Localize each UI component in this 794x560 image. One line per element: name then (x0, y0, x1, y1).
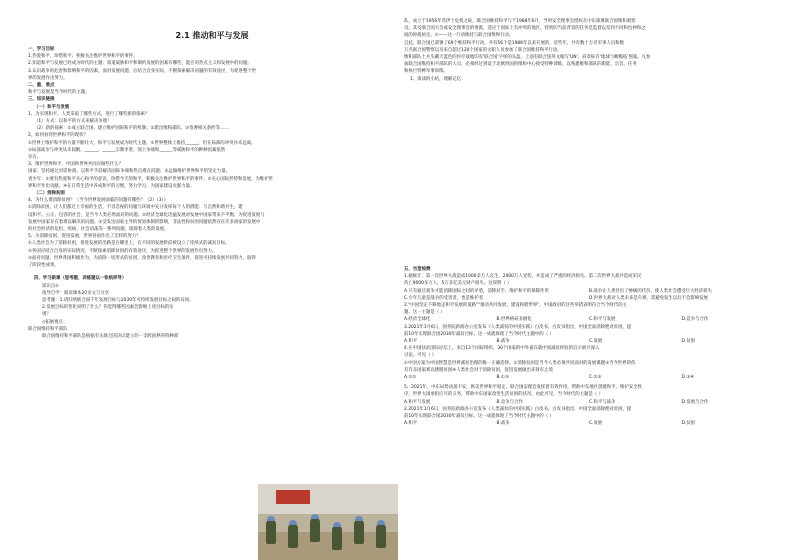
q3-option: B.战争 (496, 339, 510, 345)
q3-option: D.贫困 (681, 339, 696, 345)
q1-option: A.只有通过战争才能消除国际之间的矛盾，消除对手，维护和平的保障作用 (404, 288, 549, 294)
q6-option: B.战争 (496, 421, 510, 427)
left-body-line: 发展中国家存在着难以解决的问题。③受发达国家主导的贸易体制的影响，非法性和贫困问题依然存在许多国家的发展中 (28, 219, 261, 225)
quiz-q4-line: 4.在中国扶贫国际论坛上，来自13个国际组织、30个国家的中外嘉宾就中国减贫经验的启示展开深入 (404, 346, 600, 352)
quiz-q5-line: 序，世界大国承担应尽的义务，帮助中东国家改变生活贫困的状况，由此可见，当今时代的主题是（ ） (404, 392, 603, 398)
q4-options (404, 374, 774, 381)
q3-option: A.和平 (404, 339, 418, 345)
left-body-line: 3、维护世界和平，中国和世界共同应做些什么？ (28, 162, 123, 168)
left-body-line: ②各国应结合自身的实际情况，不断探索消除贫困的有效途径，为促进整个世界的发展作出努力。 (28, 248, 217, 254)
left-body-line: 界和平作出贡献。④在日常生活中养成和平的习惯，努力学习，为国家建设贡献力量。 (28, 183, 195, 189)
q4-option: C.②③ (589, 375, 602, 381)
left-body-line: 青少年：①要有热爱和平关心和平的意识，珍惜今天的和平，积极关注维护世界和平的事件；②关心国际形势和发展，为维护世 (28, 176, 273, 182)
left-body-line: （一）和平与发展 (34, 104, 70, 110)
peacekeeping-continued-text (404, 18, 774, 83)
q5-option: C.和平与战争 (589, 399, 616, 405)
peacekeeping-line: 维和部队士兵头戴天蓝色的医疗战地印有'联合国'字样的头盔，上面有联合国英文缩写'UN'，肩章标有'地球与橄榄枝'图案。凡参 (404, 55, 651, 61)
quiz-q4-line: ①中国方案为中国智慧是世界减贫治理的唯一正确选择。②消除贫困是当今人类必须共同面对的发展课题③当今世界的伤 (404, 360, 636, 366)
quiz-q6-line: 前10年实现联合国2030年减贫目标，这一成就体现了当今时代主题中的（ ） (404, 414, 554, 420)
left-body-line: 界的发展作出努力。 (28, 75, 68, 81)
quiz-q1-q2-text (404, 273, 774, 316)
q5-option: B.竞争与合作 (496, 399, 523, 405)
red-banner-shape (276, 490, 310, 504)
quiz-q3-line: 3.2021年1月6日，国务院新闻办公室发布《人类减贫的中国实践》白皮书，白皮书指出，中国全面消除绝对贫困，提 (404, 324, 632, 330)
quiz-q1-q2-line: 1.据统计，第一次世界大战造成1000多万人丧生，2000万人受伤，并造成了严重的经济损失。第二次世界大战共造成军民 (404, 274, 642, 280)
left-body-line: （2）新的探索：①成立联合国，建立维护国际和平的机制；②派出维和部队；③签署相关条约等…… (34, 126, 229, 132)
section-5-heading: 五、当堂检测 (404, 267, 431, 272)
left-column (28, 30, 396, 340)
q1-option: C.少年儿童是战争的受害者，也是维护者 (404, 295, 484, 301)
quiz-q1-q2-line: 2."中国坚定不移地走和平发展的道路""推动共同发展、建设和谐世界"，中国政府的这些举措表明符合当今时代的主 (404, 303, 628, 309)
section-4-heading: 四、学习新课（思考题、训练题以一张纸样导） (34, 276, 127, 282)
q4-option: A.①② (404, 375, 417, 381)
think-question-3: 现？ (42, 312, 51, 318)
peacekeeping-line: 万名联合国警察以及来自超过120个国家的文职人员参加了联合国维持和平行动。 (404, 47, 562, 53)
q2-option: B.世界格局多极化 (496, 317, 532, 323)
q6-option: A.和平 (404, 421, 418, 427)
think-question-1: 思考题：1.请归纳联合国千年发展目标与2030年可持续发展目标之间的异同。 (42, 297, 194, 303)
quiz-q3-line: 前10年实现联合国2030年减贫目标，这一成就体现了当今时代主题中的（ ） (404, 331, 554, 337)
left-body-line: 三、知识链接 (28, 97, 55, 103)
left-body-line: ①人类社会为了消除贫困，促进发展的出路是在哪里上，在不同的发展阶段被设立了连续式的减贫目标。 (28, 241, 230, 247)
left-body-line: 国家：坚持通过对话协商、以和平手段解决国际争端和热点难点问题；永远做维护世界和平的坚定力量。 (28, 169, 230, 175)
quiz-q5-text (404, 384, 774, 398)
left-body-line: 的社会经济的危机、疾病、社会动荡等一系列问题，阻碍着人类的发展。 (28, 227, 169, 233)
quiz-q3-text (404, 324, 774, 338)
left-body-line: ③面对问题，世界各国积极作为，为消除一切形式的贫困，改善教育和医疗卫生条件，促进可持续发展共同努力，取得 (28, 255, 256, 261)
extend-view-label: ◇拓展视点： (42, 319, 68, 325)
document-title: 2.1 推动和平与发展 (175, 31, 249, 40)
left-body-line: ③局部战争与冲突从未间断。______、______宗教矛盾、领土争端和______等威胁和平的种种因素依然 (28, 147, 226, 153)
left-body-line: 了阶段性成果。 (28, 263, 59, 269)
peacekeeping-line: 加联合国维持和平部队的人员，必须经过到设于北欧四国的维和中心接受特种训练，以熟悉维和部队的职能、宗旨、任务 (404, 62, 637, 68)
left-body-line: （1）方式：以和平的方式来解决争端！ (34, 119, 112, 125)
quiz-q4-line: 讨论。可见（ ） (404, 353, 437, 359)
left-body-text (28, 46, 396, 269)
peacekeeping-text: 联合国维持和平部队是根据有关联合国决议建立的一支跨国界的特种部 (42, 333, 179, 339)
q6-option: C.发展 (589, 421, 603, 427)
left-body-line: 3.认识战争的危害和影响和平的因素，面对发展问题，应结合自身实际，不断探索解决问题的有效途径，为促进整个世 (28, 68, 257, 74)
left-body-line: ①世界上维护和平的力量不断壮大，和平与发展成为时代主题，②世界整体上推持______，但在局部的冲突并未远离。 (28, 140, 256, 146)
peacekeeping-heading: 联合国维持和平部队 (28, 326, 68, 332)
left-body-line: ①消除贫困，让人们都过上幸福的生活，不容忽视的问题与环境中充分发挥每个人的潜能：与自然和谐共生，建 (28, 205, 243, 211)
peacekeeping-line: 间的停战协定。①——这一行动维持与联合国维和行动。 (404, 33, 514, 39)
peacekeeping-line: 1、谈谈的小结，理解记忆： (410, 76, 466, 82)
right-column (404, 18, 774, 83)
quiz-q6-text (404, 406, 774, 420)
left-body-line: 5、为消除贫困、促进发展，世界各国作出了怎样的努力？ (28, 234, 141, 240)
q1-option: D.世界大战对人类未来是灾难，需避免发生以后不会影响发展 (589, 295, 708, 301)
quiz-q4-line: 有许多国家难以摆脱贫困④人类社会对于消除贫困，促进发展做出来效有止境 (404, 367, 553, 373)
q2-option: A.经济全球化 (404, 317, 431, 323)
peacekeeping-line: 自此，联合国已部署了69个维持和平行动，共有56个是1988年以来开展的，近些年，共有数十万名军事人员和数 (404, 40, 624, 46)
quiz-section (404, 266, 774, 427)
quiz-q1-q2-line: 题。这一主题是（ ） (404, 310, 445, 316)
left-body-line: 1.热爱和平，珍惜和平；积极关注维护世界和平的事件。 (28, 54, 138, 60)
quiz-q1-q2-line: 伤亡9000多万人，5万多亿美元财产损失。这说明（ ） (404, 281, 512, 287)
think-question-2: 2.发展目标的变化说明了什么？你觉得哪些因素会影响上述目标的实 (42, 305, 174, 311)
quiz-q5-line: 5、2021年，中东局势动荡不安，欧美世界和平稳定。联合国安理会发挥着有效作用，帮助中东地区创建和平、维护安全秩 (404, 385, 642, 391)
left-body-line: 4、为什么要消除贫困？（当今世界发展面临的问题有哪些？（2）（3）） (28, 198, 169, 204)
quiz-q4-text (404, 345, 774, 374)
q6-options (404, 420, 774, 427)
q3-option: C.发展 (589, 339, 603, 345)
note-blank-area (404, 140, 774, 264)
knowledge-point-label: 知识点① (42, 283, 60, 289)
q3-options (404, 338, 774, 345)
self-study-guide: 指导自学：阅读课本20页文与分享 (42, 290, 110, 296)
q6-option: D.贫困 (681, 421, 696, 427)
left-body-line: 1、为实现和平，人类采取了哪些方式，进行了哪些新的探索？ (28, 111, 150, 117)
left-body-line: 2、如何看待世界和平的现状？ (28, 133, 88, 139)
left-body-line: 设和平、公正、包容的社会，是当今人类必然面对的问题。②经济全球化迅猛发展对发展中国家带来不平衡，为促进发展与 (28, 212, 265, 218)
left-body-line: 和平与发展是当今时代的主题。 (28, 90, 90, 96)
left-body-line: 2.知道和平与发展已经成为时代的主题；知道威胁和平和制约发展的因素有哪些，能应对热点主义和发展中的问题。 (28, 61, 252, 67)
q5-option: D.发展与合作 (681, 399, 709, 405)
left-body-line: 二、重、难点 (28, 83, 55, 89)
q4-option: D.③④ (681, 375, 695, 381)
q4-option: B.①③ (496, 375, 509, 381)
q5-option: A.和平与发展 (404, 399, 431, 405)
left-body-line: 存在。 (28, 155, 42, 161)
peacekeepers-photo (258, 484, 398, 560)
left-body-line: （二）消除贫困 (34, 191, 65, 197)
peacekeeping-line: 队，成立于1956年苏伊士危机之际，联合国维持和平与于1988年6月，当时安全理事会授权在中东部署联合国维和观察 (404, 19, 636, 24)
q2-option: C.和平与发展 (589, 317, 616, 323)
q2-options (404, 316, 774, 323)
q1-option-row (404, 295, 774, 302)
q5-options (404, 399, 774, 406)
quiz-q6-line: 2.2021年1月6日，国务院新闻办公室发布《人类减贫的中国实践》白皮书。白皮书指出，中国全面消除绝对贫困，提 (404, 406, 632, 412)
q1-option-row (404, 288, 774, 295)
q1-option: B.战争让人类付出了惨痛的代价，使人类社会遭受巨大经济损失 (589, 288, 712, 294)
peacekeeping-line: 员。其受联合国大会或安全理事会的委派，适应于国际上有冲突的地区，特别的当前背景的任务是监督以及到不同和包仲和之 (404, 26, 646, 32)
peacekeeping-line: 和执行特种军事训练。 (404, 69, 448, 75)
q2-option: D.竞争与合作 (681, 317, 709, 323)
left-body-line: 一、学习目标 (28, 47, 55, 52)
